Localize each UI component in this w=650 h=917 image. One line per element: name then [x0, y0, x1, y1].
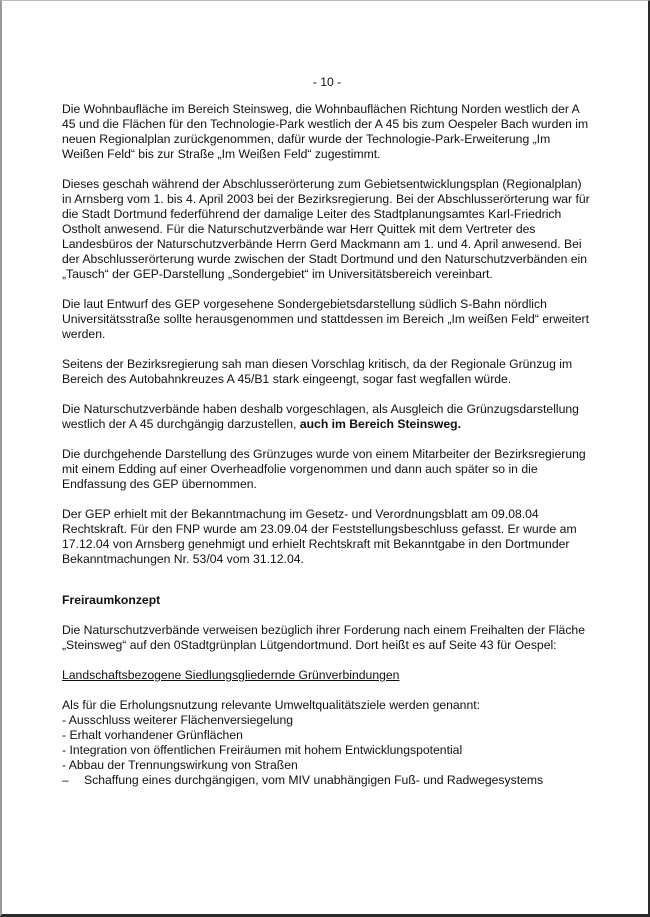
paragraph-4: Seitens der Bezirksregierung sah man diesen Vorschlag kritisch, da der Regionale Grünzug im Bereich des Autobahnkreuzes A 45/B1 stark eingeengt, sogar fast wegfallen würde. [62, 357, 573, 386]
paragraph-7: Der GEP erhielt mit der Bekanntmachung im Gesetz- und Verordnungsblatt am 09.08.04 Rechtskraft. Für den FNP wurde am 23.09.04 der Feststellungsbeschluss gefasst. Er wurde am 17.12.04 von Arnsberg genehmigt und erhielt Rechtskraft mit Bekanntgabe in den Dortmunder Bekanntmachungen Nr. 53/04 vom 31.12.04. [62, 507, 577, 566]
list-item-text: Schaffung eines durchgängigen, vom MIV unabhängigen Fuß- und Radwegesystems [84, 773, 544, 787]
paragraph-5-bold: auch im Bereich Steinsweg. [299, 417, 462, 431]
paragraph-2: Dieses geschah während der Abschlusserörterung zum Gebietsentwicklungsplan (Regionalplan) in Arnsberg vom 1. bis 4. April 2003 bei der Bezirksregierung. Bei der Abschlusserörterung war für die Stadt Dortmund federführend der damalige Leiter des Stadtplanungsamtes Karl-Friedrich Ostholt anwesend. Für die Naturschutzverbände war Herr Quittek mit dem Vertreter des Landesbüros der Naturschutzverbände Herrn Gerd Mackmann am 1. und 4. April anwesend. Bei der Abschlusserörterung wurde zwischen der Stadt Dortmund und den Naturschutzverbänden ein „Tausch“ der GEP-Darstellung „Sondergebiet“ im Universitätsbereich vereinbart. [62, 177, 590, 281]
paragraph-6: Die durchgehende Darstellung des Grünzuges wurde von einem Mitarbeiter der Bezirksregierung mit einem Edding auf einer Overheadfolie vorgenommen und dann auch später so in die Endfassung des GEP übernommen. [62, 447, 586, 491]
paragraph-5-text: Die Naturschutzverbände haben deshalb vorgeschlagen, als Ausgleich die Grünzugsdarstellung westlich der A 45 durchgängig darzustellen, [62, 402, 579, 431]
list-item: - Abbau der Trennungswirkung von Straßen [62, 758, 298, 772]
list-item: - Erhalt vorhandener Grünflächen [62, 728, 243, 742]
paragraph-5 [62, 402, 592, 432]
list-item: - Ausschluss weiterer Flächenversiegelung [62, 713, 293, 727]
list-item: - Integration von öffentlichen Freiräumen mit hohem Entwicklungspotential [62, 743, 463, 757]
list-item [62, 773, 592, 788]
subheading: Landschaftsbezogene Siedlungsgliedernde Grünverbindungen [62, 668, 400, 682]
section-heading: Freiraumkonzept [62, 593, 161, 607]
list-intro: Als für die Erholungsnutzung relevante Umweltqualitätsziele werden genannt: [62, 698, 481, 712]
list-bullet: – [62, 773, 69, 787]
paragraph-8: Die Naturschutzverbände verweisen bezüglich ihrer Forderung nach einem Freihalten der Fläche „Steinsweg“ auf den 0Stadtgrünplan Lütgendortmund. Dort heißt es auf Seite 43 für Oespel: [62, 623, 585, 652]
document-body [62, 67, 592, 788]
paragraph-3: Die laut Entwurf des GEP vorgesehene Sondergebietsdarstellung südlich S-Bahn nördlich Universitätsstraße sollte herausgenommen und stattdessen im Bereich „Im weißen Feld“ erweitert werden. [62, 297, 589, 341]
paragraph-1: Die Wohnbaufläche im Bereich Steinsweg, die Wohnbauflächen Richtung Norden westlich der A 45 und die Flächen für den Technologie-Park westlich der A 45 bis zum Oespeler Bach wurden im neuen Regionalplan zurückgenommen, dafür wurde der Technologie-Park-Erweiterung „Im Weißen Feld“ bis zur Straße „Im Weißen Feld“ zugestimmt. [62, 102, 589, 161]
page-number: - 10 - [312, 75, 342, 89]
goals-list [62, 713, 592, 788]
